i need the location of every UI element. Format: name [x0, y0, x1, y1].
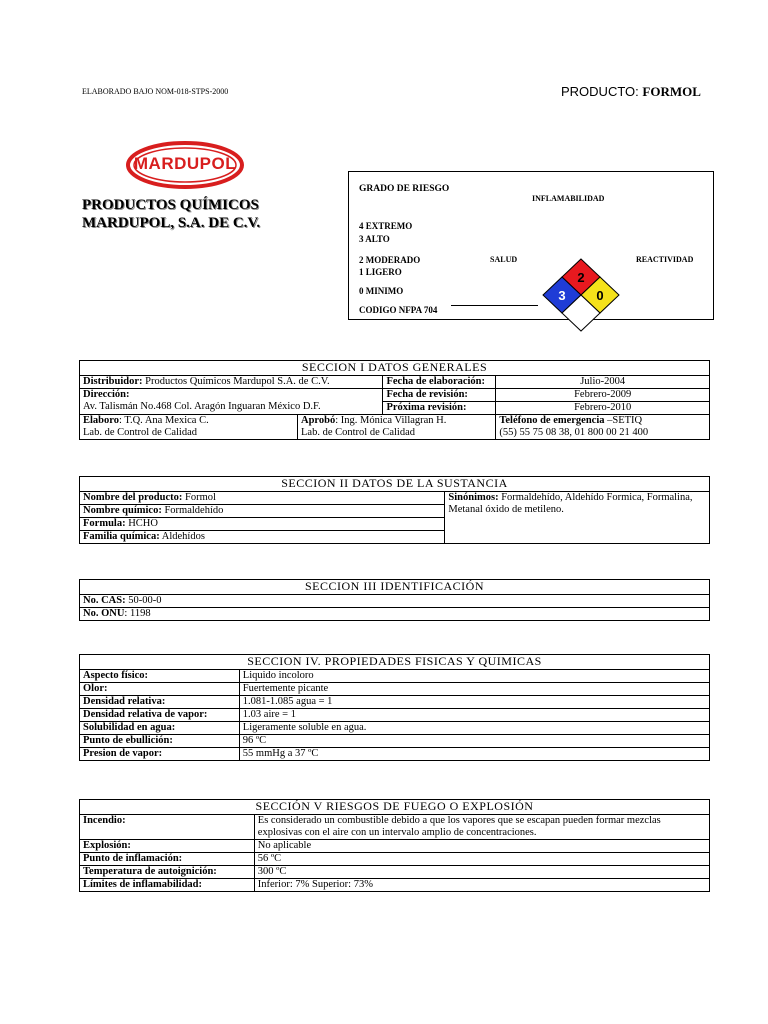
identificacion-value: 50-00-0 [125, 595, 162, 606]
sustancia-row [80, 492, 445, 505]
direccion-label: Dirección: [83, 389, 130, 400]
riesgo-value: Es considerado un combustible debido a que los vapores que se escapan pueden formar mezclas explosivas con el aire con un intervalo amplio de concentraciones. [254, 815, 709, 840]
telefono-cell [496, 415, 710, 440]
propiedad-value: 1.03 aire = 1 [239, 709, 709, 722]
fecha-revision-label: Fecha de revisión: [383, 389, 496, 402]
reactivity-value: 0 [596, 288, 604, 303]
propiedad-value: Ligeramente soluble en agua. [239, 722, 709, 735]
sustancia-label: Formula: [83, 518, 126, 529]
riesgo-value: 56 ºC [254, 853, 709, 866]
sustancia-row [80, 518, 445, 531]
sustancia-row [80, 505, 445, 518]
section-1-title: SECCION I DATOS GENERALES [80, 361, 710, 376]
nfpa-diamond [539, 257, 623, 334]
fecha-revision-value: Febrero-2009 [496, 389, 710, 402]
sustancia-label: Familia química: [83, 531, 160, 542]
mardupol-logo [125, 140, 245, 190]
proxima-revision-label: Próxima revisión: [383, 402, 496, 415]
section-2-table [79, 476, 710, 544]
telefono-numbers: (55) 55 75 08 38, 01 800 00 21 400 [499, 427, 649, 438]
propiedad-label: Densidad relativa de vapor: [80, 709, 240, 722]
propiedad-label: Punto de ebullición: [80, 735, 240, 748]
nfpa-risk-box [348, 171, 714, 320]
propiedad-value: Liquido incoloro [239, 670, 709, 683]
propiedad-label: Olor: [80, 683, 240, 696]
level-1: 1 LIGERO [359, 267, 402, 277]
identificacion-row [80, 595, 710, 608]
propiedad-value: Fuertemente picante [239, 683, 709, 696]
fecha-elaboracion-label: Fecha de elaboración: [383, 376, 496, 389]
propiedad-label: Aspecto físico: [80, 670, 240, 683]
riesgo-value: No aplicable [254, 840, 709, 853]
level-2: 2 MODERADO [359, 255, 421, 265]
proxima-revision-value: Febrero-2010 [496, 402, 710, 415]
identificacion-label: No. ONU [83, 608, 125, 619]
distribuidor-value: Productos Químicos Mardupol S.A. de C.V. [142, 376, 330, 387]
section-5-table [79, 799, 710, 892]
reactividad-label: REACTIVIDAD [636, 255, 694, 264]
sustancia-value: Aldehídos [159, 531, 205, 542]
aprobo-label: Aprobó [301, 415, 336, 426]
section-1-table [79, 360, 710, 440]
distribuidor-cell [80, 376, 383, 389]
telefono-value: –SETIQ [604, 415, 643, 426]
logo-text: MARDUPOL [133, 154, 237, 173]
company-name-line1: PRODUCTOS QUÍMICOS [82, 197, 259, 213]
sustancia-value: HCHO [125, 518, 158, 529]
sinonimos-label: Sinónimos: [448, 492, 499, 503]
identificacion-label: No. CAS: [83, 595, 126, 606]
elaboro-value: : T.Q. Ana Mexica C. [118, 415, 209, 426]
section-5-title: SECCIÓN V RIESGOS DE FUEGO O EXPLOSIÓN [80, 800, 710, 815]
propiedad-value: 55 mmHg a 37 ºC [239, 748, 709, 761]
product-label: PRODUCTO: [561, 84, 639, 99]
aprobo-value: : Ing. Mónica Villagran H. [335, 415, 447, 426]
salud-label: SALUD [490, 255, 518, 264]
sustancia-label: Nombre del producto: [83, 492, 183, 503]
sustancia-value: Formaldehído [161, 505, 224, 516]
riesgo-label: Temperatura de autoignición: [80, 866, 255, 879]
distribuidor-label: Distribuidor: [83, 376, 143, 387]
fecha-elaboracion-value: Julio-2004 [496, 376, 710, 389]
propiedad-value: 96 ºC [239, 735, 709, 748]
sustancia-row [80, 531, 445, 544]
codigo-nfpa-label: CODIGO NFPA 704 [359, 305, 438, 315]
propiedad-value: 1.081-1.085 agua = 1 [239, 696, 709, 709]
sinonimos-cell [445, 492, 710, 544]
flammability-value: 2 [577, 270, 585, 285]
section-4-title: SECCION IV. PROPIEDADES FISICAS Y QUIMICAS [80, 655, 710, 670]
company-name-line2: MARDUPOL, S.A. DE C.V. [82, 215, 261, 231]
riesgo-value: Inferior: 7% Superior: 73% [254, 879, 709, 892]
riesgo-value: 300 ºC [254, 866, 709, 879]
riesgo-label: Incendio: [80, 815, 255, 840]
elaboro-aprobo-cell [80, 415, 496, 440]
riesgo-label: Explosión: [80, 840, 255, 853]
grado-riesgo-label: GRADO DE RIESGO [359, 184, 450, 194]
elaboro-cell [80, 415, 298, 439]
propiedad-label: Densidad relativa: [80, 696, 240, 709]
inflamabilidad-label: INFLAMABILIDAD [532, 194, 605, 203]
section-3-table [79, 579, 710, 621]
norm-reference: ELABORADO BAJO NOM-018-STPS-2000 [82, 87, 229, 96]
section-3-title: SECCION III IDENTIFICACIÓN [80, 580, 710, 595]
company-name [82, 196, 260, 232]
elaboro-dept: Lab. de Control de Calidad [83, 427, 198, 438]
direccion-cell [80, 389, 383, 415]
health-value: 3 [558, 288, 566, 303]
riesgo-label: Límites de inflamabilidad: [80, 879, 255, 892]
propiedad-label: Solubilidad en agua: [80, 722, 240, 735]
telefono-label: Teléfono de emergencia [499, 415, 605, 426]
product-name: FORMOL [642, 84, 701, 99]
sinonimos-value: Formaldehído, Aldehído Formica, Formalina, Metanal óxido de metileno. [448, 492, 693, 515]
level-3: 3 ALTO [359, 234, 390, 244]
sustancia-label: Nombre químico: [83, 505, 162, 516]
product-header [561, 84, 701, 100]
sustancia-value: Formol [182, 492, 216, 503]
level-4: 4 EXTREMO [359, 221, 413, 231]
elaboro-label: Elaboro [83, 415, 119, 426]
identificacion-row [80, 608, 710, 621]
riesgo-label: Punto de inflamación: [80, 853, 255, 866]
codigo-underline [451, 305, 538, 306]
direccion-value: Av. Talismán No.468 Col. Aragón Inguaran México D.F. [83, 401, 321, 412]
aprobo-cell [298, 415, 496, 439]
aprobo-dept: Lab. de Control de Calidad [301, 427, 416, 438]
identificacion-value: : 1198 [124, 608, 151, 619]
section-4-table [79, 654, 710, 761]
level-0: 0 MINIMO [359, 286, 404, 296]
propiedad-label: Presion de vapor: [80, 748, 240, 761]
section-2-title: SECCION II DATOS DE LA SUSTANCIA [80, 477, 710, 492]
